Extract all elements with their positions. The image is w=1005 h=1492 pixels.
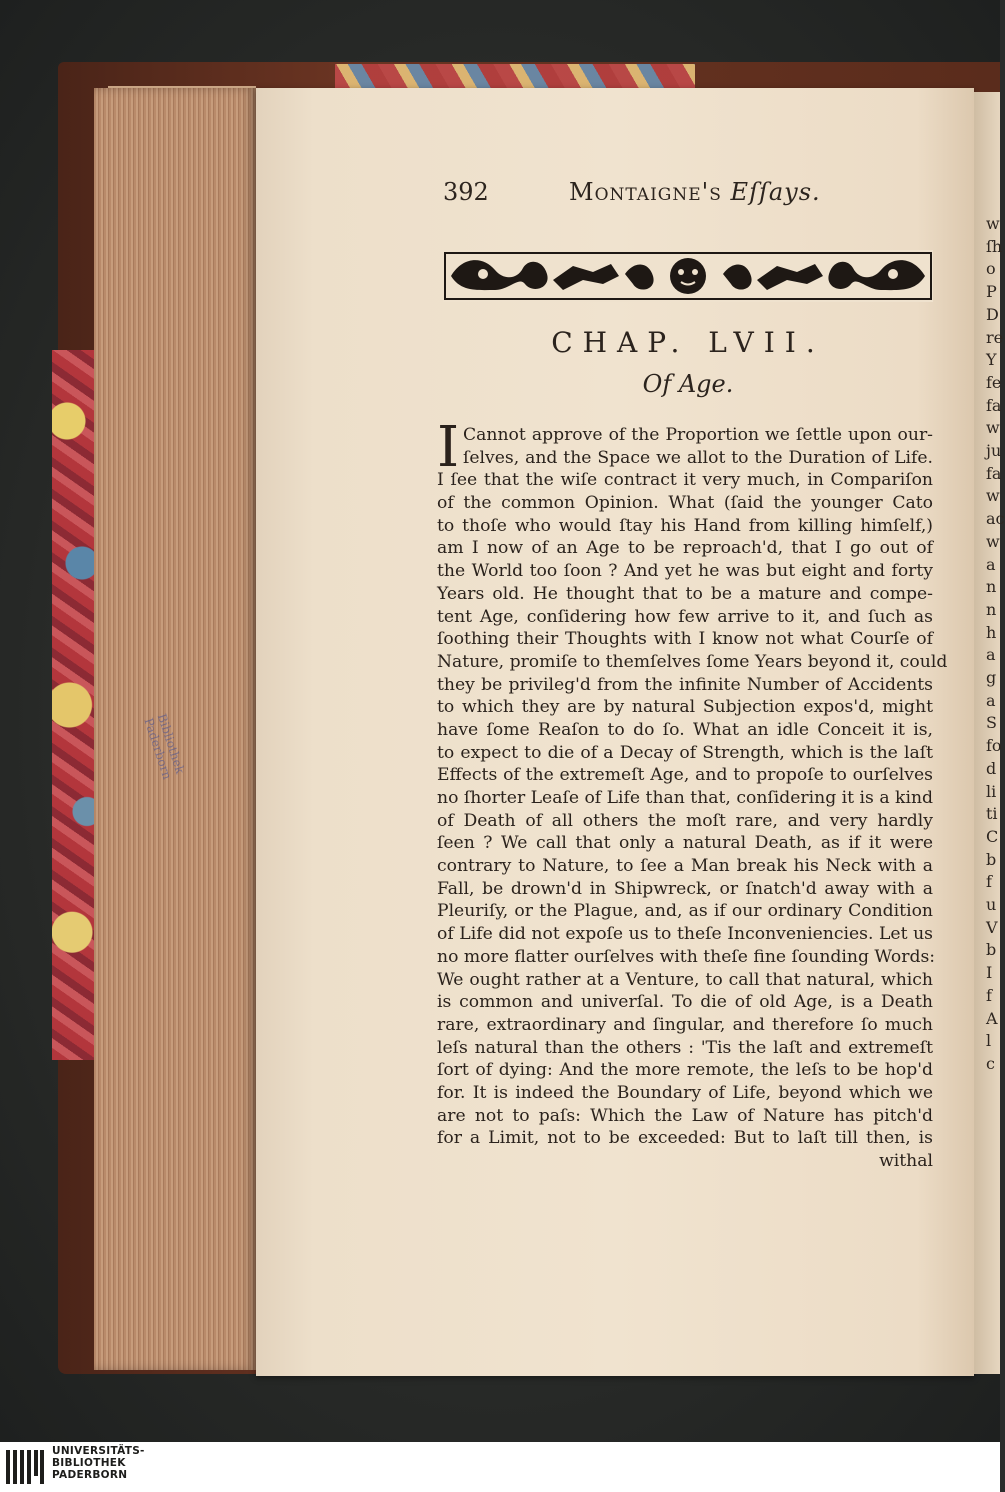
- text-line: Cannot approve of the Proportion we ſettle upon our-: [463, 425, 933, 445]
- facing-page-edge: [974, 92, 1005, 1374]
- facing-page-fragment: g: [986, 668, 997, 687]
- facing-page-fragment: C: [986, 826, 999, 846]
- text-line: is common and univerſal. To die of old Age, is a Death: [437, 992, 933, 1013]
- text-line: ſort of dying: And the more remote, the leſs to be hop'd: [437, 1060, 933, 1081]
- marbled-endpaper-top: [335, 64, 695, 90]
- facing-page-fragment: ac: [986, 509, 1005, 529]
- facing-page-fragment: Y: [986, 350, 997, 370]
- text-line: Nature, promiſe to themſelves ſome Years beyond it, could: [437, 651, 948, 672]
- headpiece-ornament-icon: [443, 250, 933, 302]
- text-line: of Death of all others the moſt rare, and very hardly: [437, 810, 933, 831]
- text-line: Years old. He thought that to be a mature and compe-: [437, 583, 933, 604]
- text-line: to expect to die of a Decay of Strength, which is the laſt: [437, 742, 933, 763]
- facing-page-fragment: u: [986, 895, 997, 914]
- running-head: [443, 178, 833, 212]
- facing-page-fragment: c: [986, 1053, 995, 1073]
- text-line: am I now of an Age to be reproach'd, that I go out of: [437, 538, 933, 559]
- facing-page-fragment: ti: [986, 804, 998, 824]
- text-line: of Life did not expoſe us to theſe Inconveniencies. Let us: [437, 924, 933, 945]
- catchword: withal: [879, 1151, 933, 1171]
- library-footer: [0, 1442, 1000, 1492]
- facing-page-fragment: a: [986, 554, 996, 574]
- facing-page-fragment: f: [986, 985, 992, 1005]
- facing-page-fragment: n: [986, 577, 997, 597]
- facing-page-fragment: w: [986, 418, 1000, 438]
- text-line: for. It is indeed the Boundary of Life, beyond which we: [437, 1082, 933, 1103]
- facing-page-fragment: fe: [986, 372, 1002, 392]
- facing-page-fragment: fa: [986, 463, 1002, 483]
- text-line: We ought rather at a Venture, to call that natural, which: [437, 969, 933, 990]
- text-line: contrary to Nature, to ſee a Man break his Neck with a: [437, 856, 933, 877]
- text-line: Pleuriſy, or the Plague, and, as if our ordinary Condition: [437, 901, 933, 922]
- chapter-heading: CHAP. LVII.: [551, 326, 825, 359]
- facing-page-fragment: S: [986, 713, 997, 733]
- facing-page-fragment: ſh: [986, 236, 1003, 256]
- facing-page-fragment: a: [986, 690, 996, 710]
- facing-page-fragment: ju: [986, 441, 1002, 460]
- facing-page-fragment: a: [986, 645, 996, 665]
- text-line: ſelves, and the Space we allot to the Duration of Life.: [463, 447, 933, 468]
- page-number: 392: [443, 178, 489, 206]
- facing-page-fragment: fo: [986, 736, 1002, 756]
- facing-page-fragment: n: [986, 599, 997, 619]
- body-text: [437, 415, 948, 1173]
- facing-page-fragment: b: [986, 940, 997, 960]
- facing-page-fragment: o: [986, 259, 996, 279]
- running-title-work: Eſſays.: [730, 178, 821, 206]
- facing-page-fragment: D: [986, 304, 999, 324]
- facing-page-fragment: w: [986, 531, 1000, 551]
- library-logo-icon: [4, 1446, 46, 1488]
- facing-page-fragment: I: [986, 963, 993, 983]
- facing-page-fragment: P: [986, 282, 997, 302]
- library-name: [52, 1445, 145, 1481]
- text-line: no more flatter ourſelves with theſe fine ſounding Words:: [437, 946, 936, 967]
- facing-page-fragment: d: [986, 758, 997, 778]
- drop-cap: I: [437, 415, 460, 480]
- facing-page-fragment: A: [986, 1008, 998, 1028]
- text-line: are not to paſs: Which the Law of Nature has pitch'd: [437, 1105, 933, 1126]
- text-line: rare, extraordinary and ſingular, and therefore ſo much: [437, 1014, 933, 1035]
- facing-page-fragment: w: [986, 214, 1000, 233]
- text-line: Fall, be drown'd in Shipwreck, or ſnatch'd away with a: [437, 878, 933, 899]
- running-title-author: Montaigne's: [569, 178, 722, 206]
- text-line: of the common Opinion. What (ſaid the younger Cato: [437, 493, 933, 514]
- facing-page-fragment: f: [986, 872, 992, 892]
- text-line: leſs natural than the others : 'Tis the laſt and extremeſt: [437, 1037, 933, 1058]
- library-name-line2: BIBLIOTHEK: [52, 1457, 126, 1469]
- library-name-line3: PADERBORN: [52, 1469, 128, 1481]
- facing-page-fragment: li: [986, 781, 997, 801]
- text-line: ſeen ? We call that only a natural Death, as if it were: [437, 833, 933, 854]
- facing-page-fragment: fa: [986, 395, 1002, 415]
- facing-page-fragment: V: [986, 917, 998, 937]
- text-line: to which they are by natural Subjection expos'd, might: [437, 697, 933, 718]
- text-line: tent Age, conſidering how few arrive to it, and ſuch as: [437, 606, 933, 627]
- text-line: Effects of the extremeſt Age, and to propoſe to ourſelves: [437, 765, 933, 786]
- text-line: to thoſe who would ſtay his Hand from killing himſelf,): [437, 515, 933, 536]
- text-line: have ſome Reaſon to do ſo. What an idle Conceit it is,: [437, 719, 933, 740]
- running-title: [569, 178, 821, 206]
- text-line: I ſee that the wiſe contract it very much, in Compariſon: [437, 470, 933, 491]
- facing-page-fragment: l: [986, 1031, 992, 1051]
- library-stamp: Bibliothek Paderborn: [141, 712, 188, 782]
- facing-page-fragment: b: [986, 849, 997, 869]
- text-line: they be privileg'd from the infinite Number of Accidents: [437, 674, 933, 695]
- facing-page-fragment: w: [986, 486, 1000, 506]
- text-line: no ſhorter Leaſe of Life than that, conſidering it is a kind: [437, 788, 934, 808]
- text-line: the World too ſoon ? And yet he was but eight and forty: [437, 561, 933, 582]
- facing-page-fragment: h: [986, 622, 997, 642]
- text-line: ſoothing their Thoughts with I know not what Courſe of: [437, 629, 933, 650]
- library-name-line1: UNIVERSITÄTS-: [52, 1445, 145, 1457]
- facing-page-fragment: re: [986, 327, 1004, 347]
- chapter-subtitle: Of Age.: [642, 370, 734, 398]
- text-line: for a Limit, not to be exceeded: But to laſt till then, is: [437, 1128, 933, 1149]
